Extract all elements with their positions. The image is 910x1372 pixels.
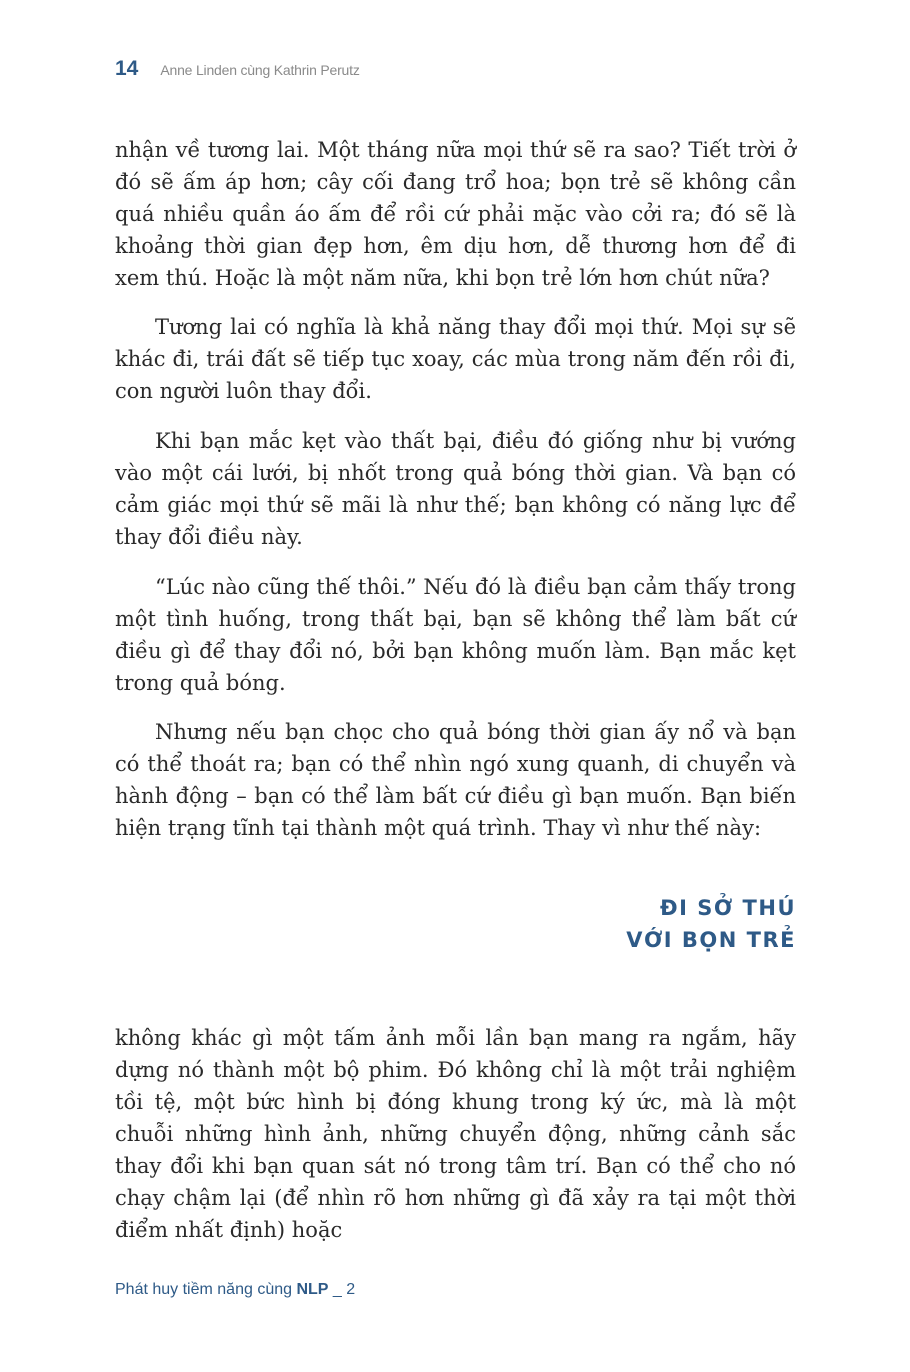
footer-bold: NLP — [296, 1281, 329, 1298]
page-footer — [115, 1281, 355, 1299]
page-header — [115, 57, 360, 81]
emphasis-line-2: VỚI BỌN TRẺ — [626, 928, 796, 952]
paragraph-5: Nhưng nếu bạn chọc cho quả bóng thời gian ấy nổ và bạn có thể thoát ra; bạn có thể nhìn ngó xung quanh, di chuyển và hành động – bạn có thể làm bất cứ điều gì bạn muốn. Bạn biến hiện trạng tĩnh tại thành một quá trình. Thay vì như thế này: — [115, 720, 796, 840]
emphasis-line-1: ĐI SỞ THÚ — [660, 896, 796, 920]
running-head: Anne Linden cùng Kathrin Perutz — [160, 62, 360, 78]
paragraph-2: Tương lai có nghĩa là khả năng thay đổi mọi thứ. Mọi sự sẽ khác đi, trái đất sẽ tiếp tục xoay, các mùa trong năm đến rồi đi, con người luôn thay đổi. — [115, 315, 796, 403]
page-number: 14 — [115, 57, 139, 80]
paragraph-3: Khi bạn mắc kẹt vào thất bại, điều đó giống như bị vướng vào một cái lưới, bị nhốt trong quả bóng thời gian. Và bạn có cảm giác mọi thứ sẽ mãi là như thế; bạn không có năng lực để thay đổi điều này. — [115, 429, 796, 549]
footer-suffix: _ 2 — [328, 1281, 356, 1298]
paragraph-4: “Lúc nào cũng thế thôi.” Nếu đó là điều bạn cảm thấy trong một tình huống, trong thất bại, bạn sẽ không thể làm bất cứ điều gì để thay đổi nó, bởi bạn không muốn làm. Bạn mắc kẹt trong quả bóng. — [115, 575, 796, 695]
paragraph-1: nhận về tương lai. Một tháng nữa mọi thứ sẽ ra sao? Tiết trời ở đó sẽ ấm áp hơn; cây cối đang trổ hoa; bọn trẻ sẽ không cần quá nhiều quần áo ấm để rồi cứ phải mặc vào cởi ra; đó sẽ là khoảng thời gian đẹp hơn, êm dịu hơn, dễ thương hơn để đi xem thú. Hoặc là một năm nữa, khi bọn trẻ lớn hơn chút nữa? — [115, 138, 796, 290]
paragraph-6: không khác gì một tấm ảnh mỗi lần bạn mang ra ngắm, hãy dựng nó thành một bộ phim. Đó không chỉ là một trải nghiệm tồi tệ, một bức hình bị đóng khung trong ký ức, mà là một chuỗi những hình ảnh, những chuyển động, những cảnh sắc thay đổi khi bạn quan sát nó trong tâm trí. Bạn có thể cho nó chạy chậm lại (để nhìn rõ hơn những gì đã xảy ra tại một thời điểm nhất định) hoặc — [115, 1026, 796, 1242]
footer-prefix: Phát huy tiềm năng cùng — [115, 1281, 297, 1298]
emphasis-heading — [626, 892, 796, 956]
